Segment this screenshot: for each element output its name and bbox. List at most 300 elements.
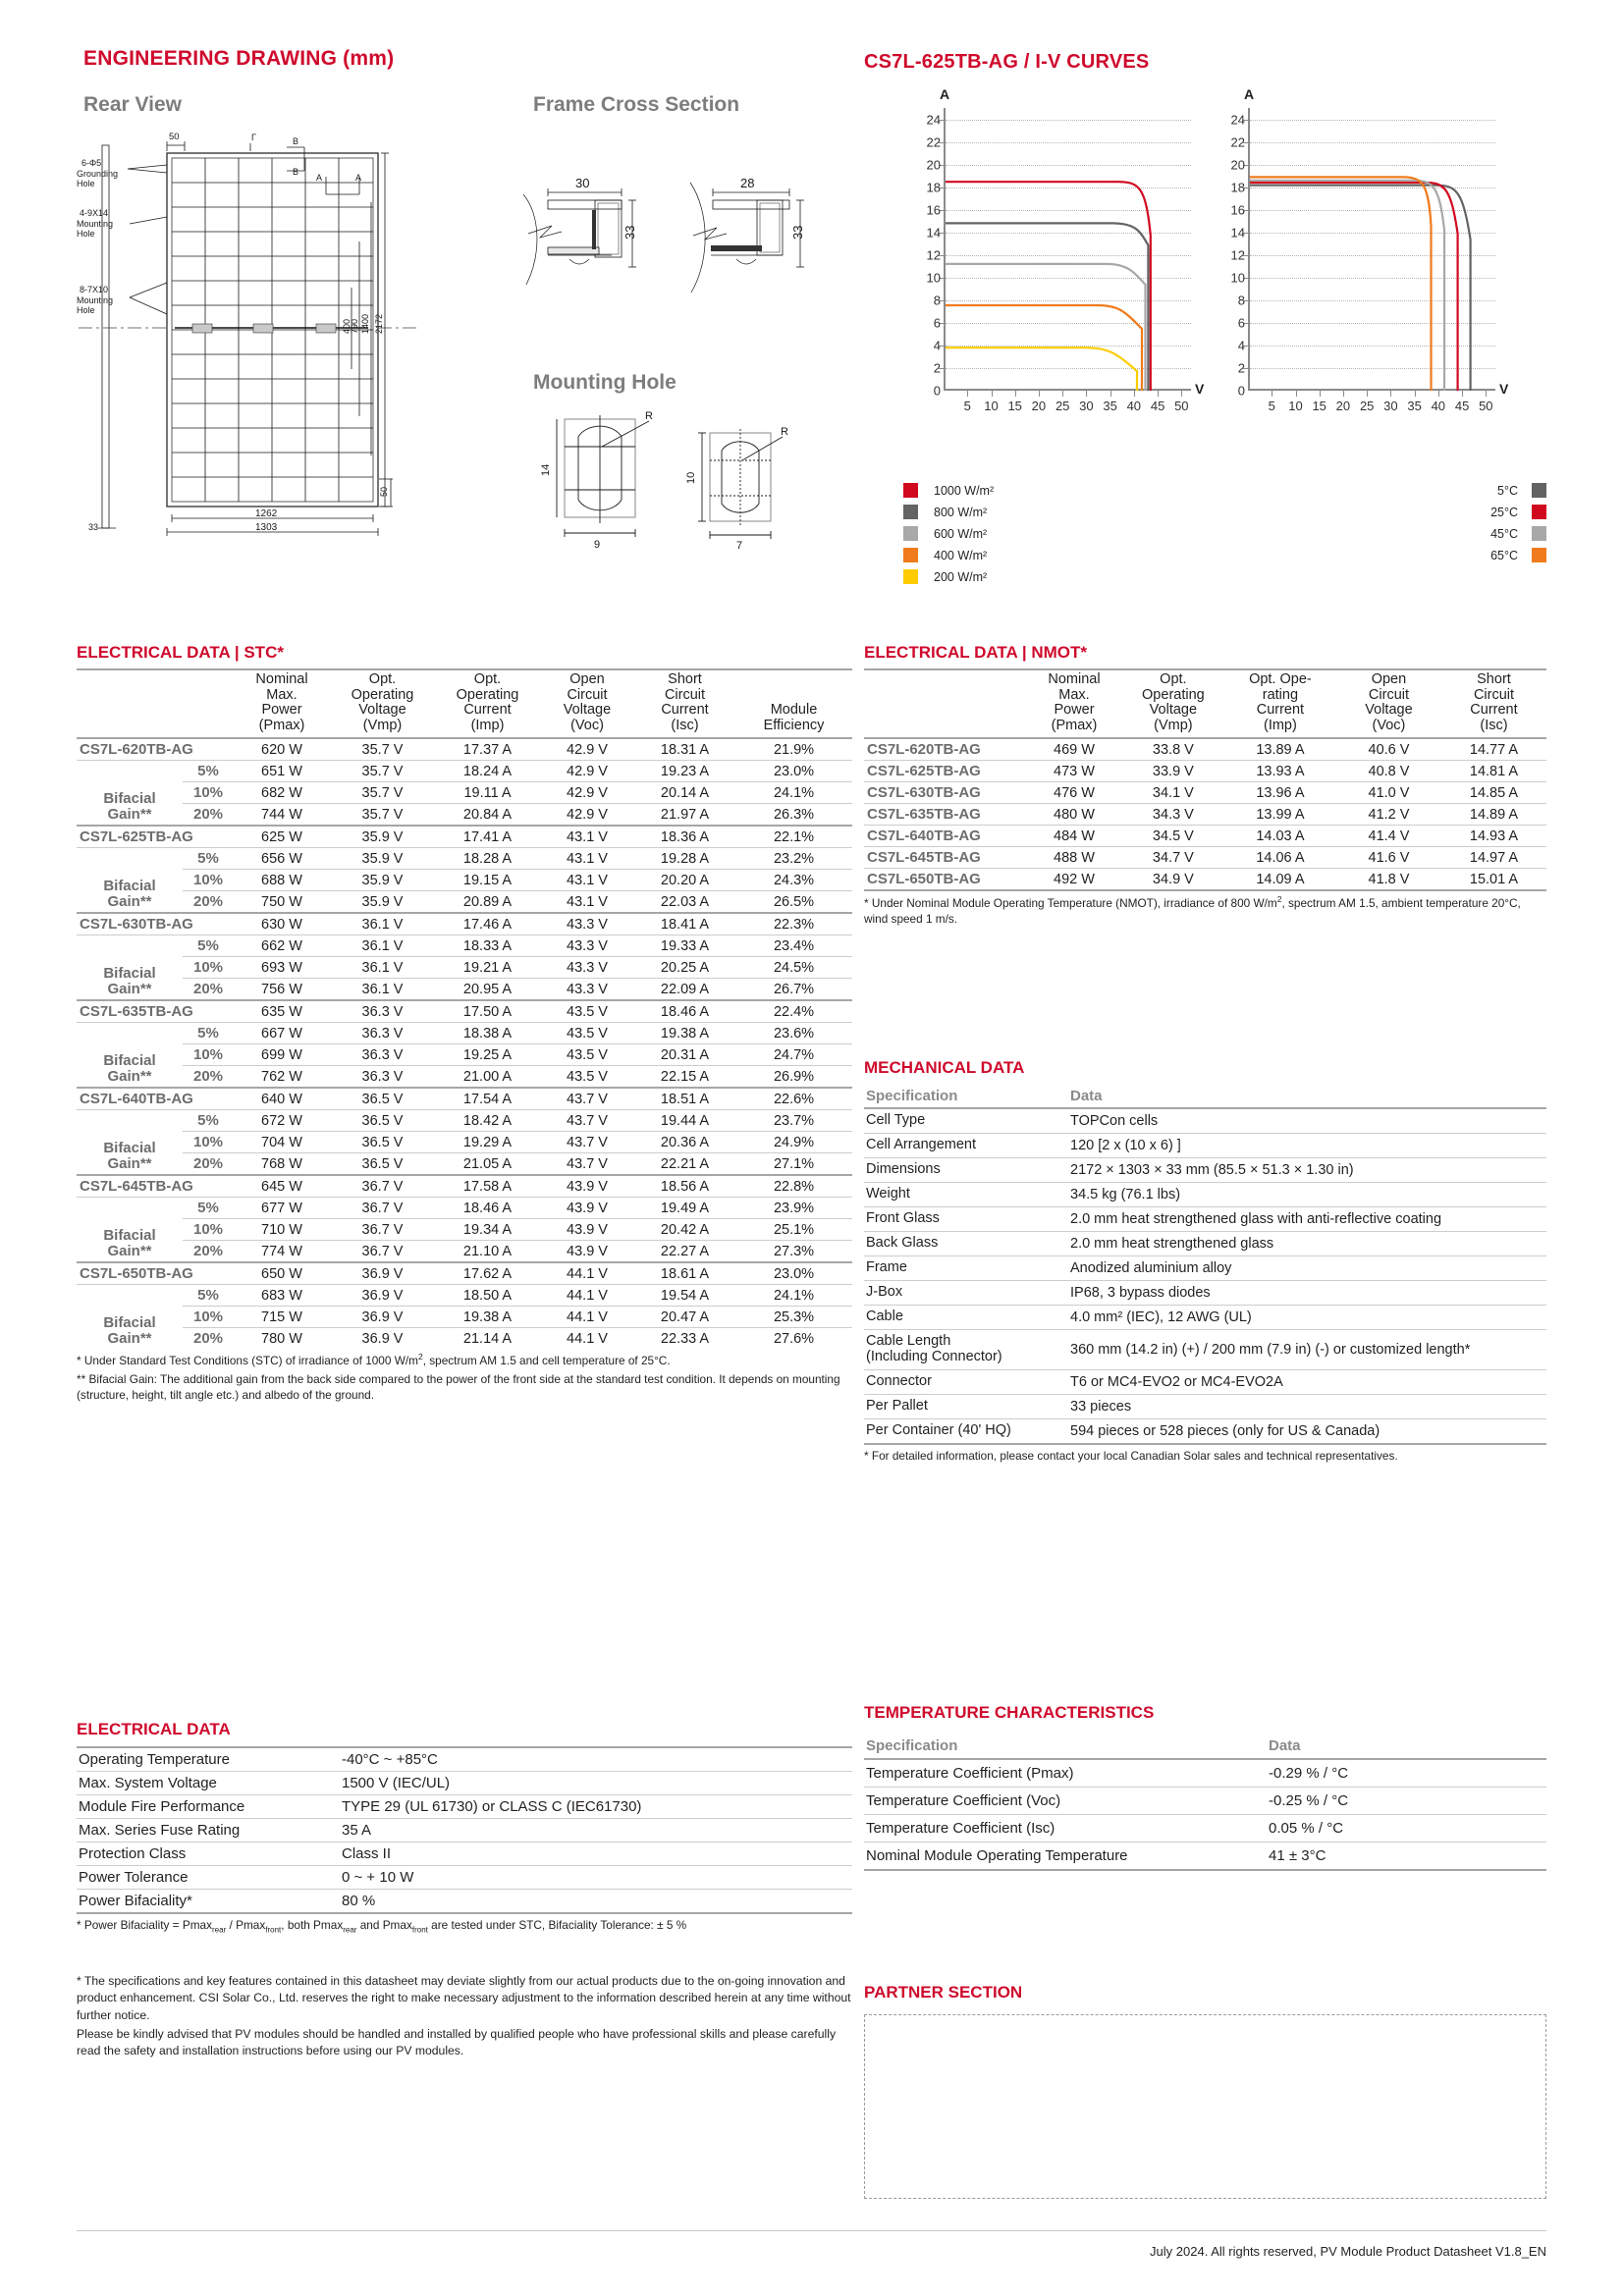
svg-text:Hole: Hole	[77, 305, 95, 315]
nmot-header-blank	[864, 669, 1026, 738]
svg-text:7: 7	[736, 540, 743, 552]
table-row	[77, 1866, 852, 1890]
stc-cell: 656 W	[234, 847, 330, 869]
stc-cell: 18.50 A	[435, 1284, 540, 1306]
stc-cell: 27.1%	[773, 1155, 815, 1172]
stc-cell: 36.3 V	[361, 1068, 404, 1085]
svg-text:790: 790	[350, 318, 359, 334]
stc-cell: 18.33 A	[435, 934, 540, 956]
legend-irradiance	[903, 483, 994, 591]
legend-label: 65°C	[1490, 548, 1518, 562]
nmot-cell: 14.85 A	[1441, 781, 1546, 803]
mech-spec-key: Cable Length (Including Connector)	[864, 1330, 1068, 1370]
nmot-cell: 33.8 V	[1122, 738, 1224, 761]
electrical-spec-key: Power Tolerance	[77, 1866, 340, 1890]
stc-cell: 36.1 V	[330, 913, 435, 935]
stc-cell: 715 W	[234, 1306, 330, 1327]
mech-spec-key: Per Pallet	[864, 1394, 1068, 1418]
stc-cell: 19.38 A	[634, 1022, 735, 1043]
mech-spec-value: 34.5 kg (76.1 lbs)	[1068, 1183, 1546, 1207]
table-row	[864, 1842, 1546, 1871]
table-row	[864, 1330, 1546, 1370]
svg-text:B: B	[293, 136, 299, 146]
disclaimer-block	[77, 1973, 852, 2062]
svg-text:2172: 2172	[374, 313, 384, 334]
stc-model-name: CS7L-620TB-AG	[77, 738, 234, 761]
temp-col-data: Data	[1267, 1735, 1546, 1759]
nmot-cell: 33.9 V	[1122, 760, 1224, 781]
electrical-spec-key: Protection Class	[77, 1842, 340, 1866]
legend-item	[1330, 483, 1546, 498]
legend-item	[903, 548, 994, 562]
stc-cell: 25.3%	[735, 1306, 852, 1327]
stc-cell: 672 W	[234, 1109, 330, 1131]
stc-cell: 42.9 V	[567, 806, 608, 823]
legend-item	[903, 526, 994, 541]
svg-text:Mounting: Mounting	[77, 219, 114, 229]
table-row	[77, 1772, 852, 1795]
legend-item	[903, 569, 994, 584]
nmot-cell: 469 W	[1026, 738, 1122, 761]
stc-cell: 750 W	[261, 893, 302, 910]
nmot-cell: 13.93 A	[1224, 760, 1336, 781]
stc-cell: 780 W	[261, 1330, 302, 1347]
legend-swatch	[1532, 483, 1546, 498]
temperature-table-body	[864, 1759, 1546, 1870]
stc-cell: 682 W	[234, 781, 330, 803]
bifacial-gain-label: Bifacial Gain**	[103, 790, 156, 823]
stc-cell: 43.7 V	[567, 1155, 608, 1172]
table-row	[864, 1158, 1546, 1183]
stc-cell: 36.3 V	[330, 1043, 435, 1065]
bifacial-gain-percent: 20%	[192, 1067, 224, 1085]
bifacial-gain-percent: 20%	[192, 892, 224, 910]
stc-cell: 43.9 V	[540, 1175, 634, 1198]
stc-cell: 43.3 V	[540, 934, 634, 956]
stc-column-header: Opt. Operating Current (Imp)	[456, 671, 519, 733]
bifacial-gain-label: Bifacial Gain**	[103, 1314, 156, 1347]
legend-swatch	[1532, 505, 1546, 519]
temp-spec-key: Temperature Coefficient (Pmax)	[864, 1759, 1267, 1788]
table-row	[77, 1262, 852, 1285]
table-row	[77, 738, 852, 761]
stc-cell: 17.58 A	[435, 1175, 540, 1198]
stc-cell: 18.56 A	[634, 1175, 735, 1198]
electrical-data-nmot-section	[864, 643, 1546, 927]
table-row	[77, 890, 852, 913]
stc-cell: 17.41 A	[435, 826, 540, 848]
nmot-model-name: CS7L-625TB-AG	[864, 760, 1026, 781]
table-row	[864, 1418, 1546, 1444]
stc-cell: 677 W	[234, 1197, 330, 1218]
stc-cell: 19.49 A	[634, 1197, 735, 1218]
nmot-cell: 14.77 A	[1441, 738, 1546, 761]
stc-cell: 22.33 A	[660, 1330, 710, 1347]
svg-text:1262: 1262	[255, 508, 278, 519]
nmot-cell: 480 W	[1026, 803, 1122, 825]
stc-cell: 35.7 V	[361, 806, 404, 823]
bifacial-gain-percent: 10%	[183, 956, 234, 978]
nmot-model-name: CS7L-640TB-AG	[864, 825, 1026, 846]
stc-cell: 43.7 V	[540, 1109, 634, 1131]
bifacial-gain-percent: 10%	[183, 781, 234, 803]
stc-cell: 36.3 V	[330, 1000, 435, 1023]
table-row	[77, 1197, 852, 1218]
electrical-data-general-section	[77, 1720, 852, 1935]
mech-spec-key: Cell Arrangement	[864, 1134, 1068, 1158]
nmot-cell: 476 W	[1026, 781, 1122, 803]
stc-cell: 18.41 A	[634, 913, 735, 935]
stc-cell: 635 W	[234, 1000, 330, 1023]
stc-cell: 36.3 V	[330, 1022, 435, 1043]
y-axis-unit-left: A	[940, 86, 950, 102]
stc-cell: 27.3%	[773, 1243, 815, 1259]
stc-cell: 42.9 V	[540, 781, 634, 803]
stc-cell: 19.21 A	[435, 956, 540, 978]
frame-cross-section-label: Frame Cross Section	[533, 93, 740, 116]
stc-cell: 22.8%	[735, 1175, 852, 1198]
stc-cell: 17.54 A	[435, 1088, 540, 1110]
stc-column-header: Nominal Max. Power (Pmax)	[255, 671, 308, 733]
bifacial-gain-label: Bifacial Gain**	[103, 1227, 156, 1259]
svg-text:33: 33	[790, 225, 805, 240]
table-row	[77, 1890, 852, 1914]
stc-cell: 43.7 V	[540, 1131, 634, 1152]
footer-divider	[77, 2230, 1546, 2231]
table-row	[864, 1108, 1546, 1134]
table-row	[77, 803, 852, 826]
stc-cell: 43.1 V	[567, 893, 608, 910]
table-row	[864, 1281, 1546, 1306]
nmot-cell: 14.09 A	[1224, 868, 1336, 890]
stc-cell: 19.28 A	[634, 847, 735, 869]
nmot-cell: 41.4 V	[1336, 825, 1441, 846]
stc-cell: 43.3 V	[567, 981, 608, 997]
mechanical-table-body	[864, 1108, 1546, 1444]
mechanical-footnote: * For detailed information, please contact your local Canadian Solar sales and technical representatives.	[864, 1448, 1398, 1463]
stc-cell: 36.5 V	[330, 1109, 435, 1131]
mech-spec-value: 2.0 mm heat strengthened glass with anti-reflective coating	[1068, 1207, 1546, 1232]
stc-cell: 620 W	[234, 738, 330, 761]
svg-text:50: 50	[169, 132, 180, 142]
frame-section-bb-drawing	[685, 175, 833, 312]
stc-cell: 22.27 A	[660, 1243, 710, 1259]
stc-cell: 17.62 A	[435, 1262, 540, 1285]
legend-swatch	[903, 505, 918, 519]
bifacial-gain-label: Bifacial Gain**	[103, 965, 156, 997]
nmot-model-name: CS7L-645TB-AG	[864, 846, 1026, 868]
legend-label: 200 W/m²	[934, 569, 988, 584]
legend-label: 45°C	[1490, 526, 1518, 541]
engineering-drawing-title: ENGINEERING DRAWING (mm)	[83, 47, 395, 70]
stc-cell: 36.7 V	[330, 1175, 435, 1198]
stc-cell: 44.1 V	[540, 1306, 634, 1327]
electrical-data-table-body	[77, 1747, 852, 1913]
table-row	[77, 1109, 852, 1131]
x-axis-unit-left: V	[1195, 381, 1205, 397]
stc-cell: 23.0%	[735, 1262, 852, 1285]
svg-text:4-9X14: 4-9X14	[80, 208, 109, 218]
nmot-model-name: CS7L-620TB-AG	[864, 738, 1026, 761]
bifacial-gain-percent: 20%	[192, 1242, 224, 1259]
table-row	[77, 847, 852, 869]
legend-item	[1330, 526, 1546, 541]
mech-spec-value: 594 pieces or 528 pieces (only for US & Canada)	[1068, 1418, 1546, 1444]
electrical-spec-key: Max. Series Fuse Rating	[77, 1819, 340, 1842]
stc-cell: 36.7 V	[330, 1197, 435, 1218]
mech-spec-value: 360 mm (14.2 in) (+) / 200 mm (7.9 in) (-) or customized length*	[1068, 1330, 1546, 1370]
stc-cell: 44.1 V	[567, 1330, 608, 1347]
table-row	[864, 1815, 1546, 1842]
stc-cell: 23.2%	[735, 847, 852, 869]
electrical-data-footnote: * Power Bifaciality = Pmax$_{rear}$ / Pmax$_{front}$, both Pmax$_{rear}$ and Pmax$_{front}$ are tested under STC, Bifaciality Tolerance: ± 5 %	[77, 1918, 687, 1935]
stc-cell: 43.1 V	[540, 869, 634, 890]
nmot-cell: 488 W	[1026, 846, 1122, 868]
iv-plot-temperature: 24 22 20 18 16 14 12 10 8 6 4 2 0	[1248, 108, 1495, 391]
nmot-column-header: Nominal Max. Power (Pmax)	[1048, 671, 1101, 733]
electrical-spec-key: Operating Temperature	[77, 1747, 340, 1772]
stc-cell: 18.51 A	[634, 1088, 735, 1110]
electrical-spec-key: Max. System Voltage	[77, 1772, 340, 1795]
svg-text:10: 10	[685, 471, 697, 484]
nmot-cell: 34.3 V	[1122, 803, 1224, 825]
nmot-table	[864, 668, 1546, 891]
temp-spec-key: Nominal Module Operating Temperature	[864, 1842, 1267, 1871]
stc-cell: 43.1 V	[540, 826, 634, 848]
mechanical-table-head	[864, 1086, 1546, 1108]
mech-spec-value: 2.0 mm heat strengthened glass	[1068, 1232, 1546, 1256]
bifacial-gain-percent: 10%	[183, 1306, 234, 1327]
table-row	[77, 781, 852, 803]
table-row	[864, 1788, 1546, 1815]
temp-table-head	[864, 1735, 1546, 1759]
stc-cell: 23.4%	[735, 934, 852, 956]
table-row	[77, 1842, 852, 1866]
stc-cell: 18.46 A	[435, 1197, 540, 1218]
stc-footnote-2: ** Bifacial Gain: The additional gain from the back side compared to the power of the front side at the standard test condition. It depends on mounting (structure, height, tilt angle etc.) and albedo of the ground.	[77, 1371, 840, 1403]
electrical-spec-value: TYPE 29 (UL 61730) or CLASS C (IEC61730)	[340, 1795, 852, 1819]
stc-cell: 24.3%	[735, 869, 852, 890]
stc-model-name: CS7L-650TB-AG	[77, 1262, 234, 1285]
mech-spec-key: Dimensions	[864, 1158, 1068, 1183]
electrical-spec-key: Module Fire Performance	[77, 1795, 340, 1819]
table-row	[77, 1240, 852, 1262]
mounting-hole-drawing	[535, 407, 849, 564]
stc-cell: 36.5 V	[361, 1155, 404, 1172]
stc-cell: 43.3 V	[540, 913, 634, 935]
nmot-table-body	[864, 738, 1546, 890]
legend-label: 800 W/m²	[934, 505, 988, 519]
svg-text:R: R	[645, 410, 653, 422]
iv-chart-irradiance: A 24 22 20 18 16 14 12 10 8 6 4 2 0 5 10 15 20 25 30 35 40 45 50 V	[926, 86, 1205, 413]
stc-cell: 35.9 V	[330, 869, 435, 890]
stc-cell: 22.4%	[735, 1000, 852, 1023]
legend-item	[1330, 548, 1546, 562]
legend-swatch	[1532, 526, 1546, 541]
mech-spec-key: Frame	[864, 1256, 1068, 1281]
stc-cell: 19.54 A	[634, 1284, 735, 1306]
nmot-cell: 473 W	[1026, 760, 1122, 781]
stc-cell: 44.1 V	[540, 1262, 634, 1285]
table-row	[864, 846, 1546, 868]
stc-cell: 24.7%	[735, 1043, 852, 1065]
stc-cell: 36.9 V	[330, 1284, 435, 1306]
stc-cell: 20.25 A	[634, 956, 735, 978]
stc-cell: 24.1%	[735, 781, 852, 803]
stc-header-blank	[77, 669, 183, 738]
table-row	[864, 781, 1546, 803]
table-row	[77, 1131, 852, 1152]
legend-label: 1000 W/m²	[934, 483, 995, 498]
bifacial-gain-label: Bifacial Gain**	[103, 1140, 156, 1172]
stc-cell: 18.38 A	[435, 1022, 540, 1043]
stc-cell: 645 W	[234, 1175, 330, 1198]
nmot-cell: 14.89 A	[1441, 803, 1546, 825]
stc-cell: 22.3%	[735, 913, 852, 935]
mech-spec-value: Anodized aluminium alloy	[1068, 1256, 1546, 1281]
stc-cell: 26.3%	[773, 806, 815, 823]
stc-cell: 21.14 A	[462, 1330, 513, 1347]
stc-cell: 21.9%	[735, 738, 852, 761]
stc-cell: 710 W	[234, 1218, 330, 1240]
table-row	[77, 1819, 852, 1842]
table-row	[864, 825, 1546, 846]
stc-cell: 36.9 V	[361, 1330, 404, 1347]
nmot-cell: 41.6 V	[1336, 846, 1441, 868]
svg-text:50: 50	[379, 486, 389, 497]
nmot-model-name: CS7L-630TB-AG	[864, 781, 1026, 803]
mech-spec-value: TOPCon cells	[1068, 1108, 1546, 1134]
svg-text:8-7X10: 8-7X10	[80, 285, 109, 294]
nmot-model-name: CS7L-650TB-AG	[864, 868, 1026, 890]
stc-cell: 35.9 V	[330, 826, 435, 848]
svg-text:9: 9	[594, 539, 601, 551]
partner-section-title: PARTNER SECTION	[864, 1983, 1023, 2002]
svg-text:6-Φ5: 6-Φ5	[81, 158, 102, 168]
stc-cell: 774 W	[261, 1243, 302, 1259]
stc-cell: 26.7%	[773, 981, 815, 997]
stc-cell: 18.61 A	[634, 1262, 735, 1285]
nmot-title: ELECTRICAL DATA | NMOT*	[864, 643, 1088, 662]
nmot-cell: 40.8 V	[1336, 760, 1441, 781]
nmot-cell: 14.81 A	[1441, 760, 1546, 781]
bifacial-gain-percent: 5%	[183, 847, 234, 869]
stc-cell: 35.9 V	[361, 893, 404, 910]
svg-text:1400: 1400	[360, 313, 370, 334]
legend-swatch	[903, 569, 918, 584]
stc-cell: 20.14 A	[634, 781, 735, 803]
stc-cell: 22.09 A	[660, 981, 710, 997]
stc-cell: 19.38 A	[435, 1306, 540, 1327]
stc-cell: 667 W	[234, 1022, 330, 1043]
mech-spec-key: Cell Type	[864, 1108, 1068, 1134]
stc-cell: 26.5%	[773, 893, 815, 910]
stc-cell: 43.7 V	[540, 1088, 634, 1110]
legend-label: 600 W/m²	[934, 526, 988, 541]
stc-cell: 20.95 A	[462, 981, 513, 997]
legend-item	[903, 505, 994, 519]
table-row	[864, 868, 1546, 890]
nmot-model-name: CS7L-635TB-AG	[864, 803, 1026, 825]
nmot-column-header: Short Circuit Current (Isc)	[1470, 671, 1518, 733]
temperature-characteristics-section	[864, 1703, 1546, 1871]
nmot-cell: 34.7 V	[1122, 846, 1224, 868]
nmot-cell: 15.01 A	[1441, 868, 1546, 890]
stc-cell: 19.25 A	[435, 1043, 540, 1065]
table-row	[864, 760, 1546, 781]
table-row	[864, 1306, 1546, 1330]
stc-cell: 44.1 V	[540, 1284, 634, 1306]
svg-text:28: 28	[740, 176, 755, 190]
bifacial-gain-percent: 20%	[192, 1154, 224, 1172]
svg-text:Grounding: Grounding	[77, 169, 119, 179]
iv-chart-temperature: A 24 22 20 18 16 14 12 10 8 6 4 2 0 5 10 15 20 25 30 35 40 45 50 V	[1230, 86, 1509, 413]
stc-cell: 19.11 A	[435, 781, 540, 803]
legend-item	[903, 483, 994, 498]
table-row	[864, 1232, 1546, 1256]
stc-cell: 17.37 A	[435, 738, 540, 761]
nmot-footnote: * Under Nominal Module Operating Temperature (NMOT), irradiance of 800 $W/m^2$, spectrum AM 1.5, ambient temperature 20°C, wind speed 1 m/s.	[864, 893, 1521, 926]
stc-model-name: CS7L-630TB-AG	[77, 913, 234, 935]
stc-cell: 17.50 A	[435, 1000, 540, 1023]
stc-cell: 36.7 V	[361, 1243, 404, 1259]
bifacial-gain-percent: 20%	[192, 980, 224, 997]
stc-cell: 42.9 V	[540, 738, 634, 761]
stc-cell: 20.36 A	[634, 1131, 735, 1152]
bifacial-gain-percent: 20%	[192, 1329, 224, 1347]
stc-cell: 625 W	[234, 826, 330, 848]
mounting-hole-label: Mounting Hole	[533, 371, 677, 394]
table-row	[77, 1065, 852, 1088]
svg-text:Hole: Hole	[77, 229, 95, 239]
bifacial-gain-percent: 10%	[183, 869, 234, 890]
table-row	[864, 1369, 1546, 1394]
electrical-spec-value: 35 A	[340, 1819, 852, 1842]
stc-cell: 21.10 A	[462, 1243, 513, 1259]
stc-cell: 20.47 A	[634, 1306, 735, 1327]
stc-cell: 744 W	[261, 806, 302, 823]
stc-cell: 18.42 A	[435, 1109, 540, 1131]
table-row	[77, 956, 852, 978]
svg-text:33: 33	[623, 225, 637, 240]
stc-cell: 22.15 A	[660, 1068, 710, 1085]
stc-cell: 21.05 A	[462, 1155, 513, 1172]
stc-cell: 19.44 A	[634, 1109, 735, 1131]
temperature-characteristics-title: TEMPERATURE CHARACTERISTICS	[864, 1703, 1155, 1722]
stc-cell: 20.42 A	[634, 1218, 735, 1240]
stc-cell: 18.24 A	[435, 760, 540, 781]
stc-cell: 762 W	[261, 1068, 302, 1085]
table-row	[864, 1207, 1546, 1232]
stc-title: ELECTRICAL DATA | STC*	[77, 643, 284, 662]
mech-spec-value: 4.0 mm² (IEC), 12 AWG (UL)	[1068, 1306, 1546, 1330]
partner-section-box[interactable]	[864, 2014, 1546, 2199]
stc-cell: 36.1 V	[330, 956, 435, 978]
svg-text:400: 400	[342, 318, 352, 334]
stc-cell: 36.1 V	[330, 934, 435, 956]
stc-cell: 36.7 V	[330, 1218, 435, 1240]
disclaimer-paragraph-1: * The specifications and key features contained in this datasheet may deviate slightly from our actual products due to the on-going innovation and product enhancement. CSI Solar Co., Ltd. reserves the right to make necessary adjustment to the information described herein at any time without further notice.	[77, 1974, 851, 2022]
svg-text:Hole: Hole	[77, 179, 95, 188]
nmot-cell: 14.06 A	[1224, 846, 1336, 868]
bifacial-gain-percent: 5%	[183, 934, 234, 956]
stc-footnote-1: * Under Standard Test Conditions (STC) of irradiance of 1000 $W/m^2$, spectrum AM 1.5 and cell temperature of 25°C.	[77, 1351, 671, 1367]
electrical-data-stc-section	[77, 643, 852, 1403]
stc-cell: 640 W	[234, 1088, 330, 1110]
nmot-cell: 14.03 A	[1224, 825, 1336, 846]
stc-cell: 22.21 A	[660, 1155, 710, 1172]
table-row	[77, 1043, 852, 1065]
